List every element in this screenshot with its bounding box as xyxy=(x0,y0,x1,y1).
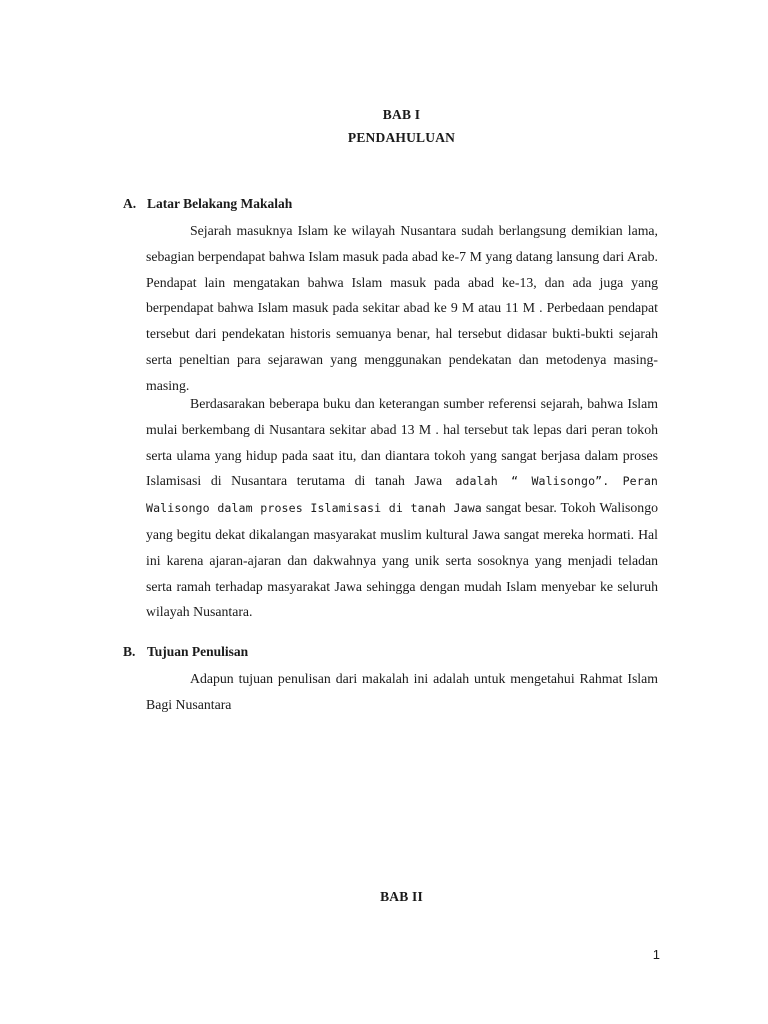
paragraph-2-text-part-2: adalah “ Walisongo”. Peran Walisongo dalam proses Islamisasi di tanah Jawa xyxy=(146,474,658,516)
next-chapter-label: BAB II xyxy=(380,889,423,904)
chapter-title: PENDAHULUAN xyxy=(347,130,456,145)
section-b-title: Tujuan Penulisan xyxy=(147,644,249,659)
section-a-paragraph-2 xyxy=(146,391,658,625)
section-a-paragraph-1: Sejarah masuknya Islam ke wilayah Nusantara sudah berlangsung demikian lama, sebagian berpendapat bahwa Islam masuk pada abad ke-7 M yang datang lansung dari Arab. Pendapat lain mengatakan bahwa Islam masuk pada abad ke-13, dan ada juga yang berpendapat bahwa Islam masuk pada sekitar abad ke 9 M atau 11 M . Perbedaan pendapat tersebut dari pendekatan historis semuanya benar, hal tersebut didasar bukti-bukti sejarah serta peneltian para sejarawan yang menggunakan pendekatan dan metodenya masing-masing. xyxy=(146,223,658,393)
page-number: 1 xyxy=(652,947,660,962)
section-a-number: A. xyxy=(123,196,137,211)
section-a-title: Latar Belakang Makalah xyxy=(147,196,293,211)
paragraph-2-text-part-3: sangat besar. Tokoh Walisongo yang begitu dekat dikalangan masyarakat muslim kultural Jawa sangat mereka hormati. Hal ini karena ajaran-ajaran dan dakwahnya yang unik serta sosoknya yang menjadi teladan serta ramah terhadap masyarakat Jawa sehingga dengan mudah Islam menyebar ke seluruh wilayah Nusantara. xyxy=(146,500,658,620)
section-b-paragraph-1: Adapun tujuan penulisan dari makalah ini adalah untuk mengetahui Rahmat Islam Bagi Nusantara xyxy=(146,671,658,712)
paragraph-2-text-part-1: Berdasarakan beberapa buku dan keterangan sumber referensi sejarah, bahwa Islam mulai berkembang di Nusantara sekitar abad 13 M . hal tersebut tak lepas dari peran tokoh serta ulama yang hidup pada saat itu, dan diantara tokoh yang sangat berjasa dalam proses Islamisasi di Nusantara terutama di tanah Jawa xyxy=(146,396,658,489)
chapter-label: BAB I xyxy=(382,107,421,122)
section-b-heading xyxy=(123,644,248,660)
section-b-number: B. xyxy=(123,644,136,659)
section-a-heading xyxy=(123,196,292,212)
